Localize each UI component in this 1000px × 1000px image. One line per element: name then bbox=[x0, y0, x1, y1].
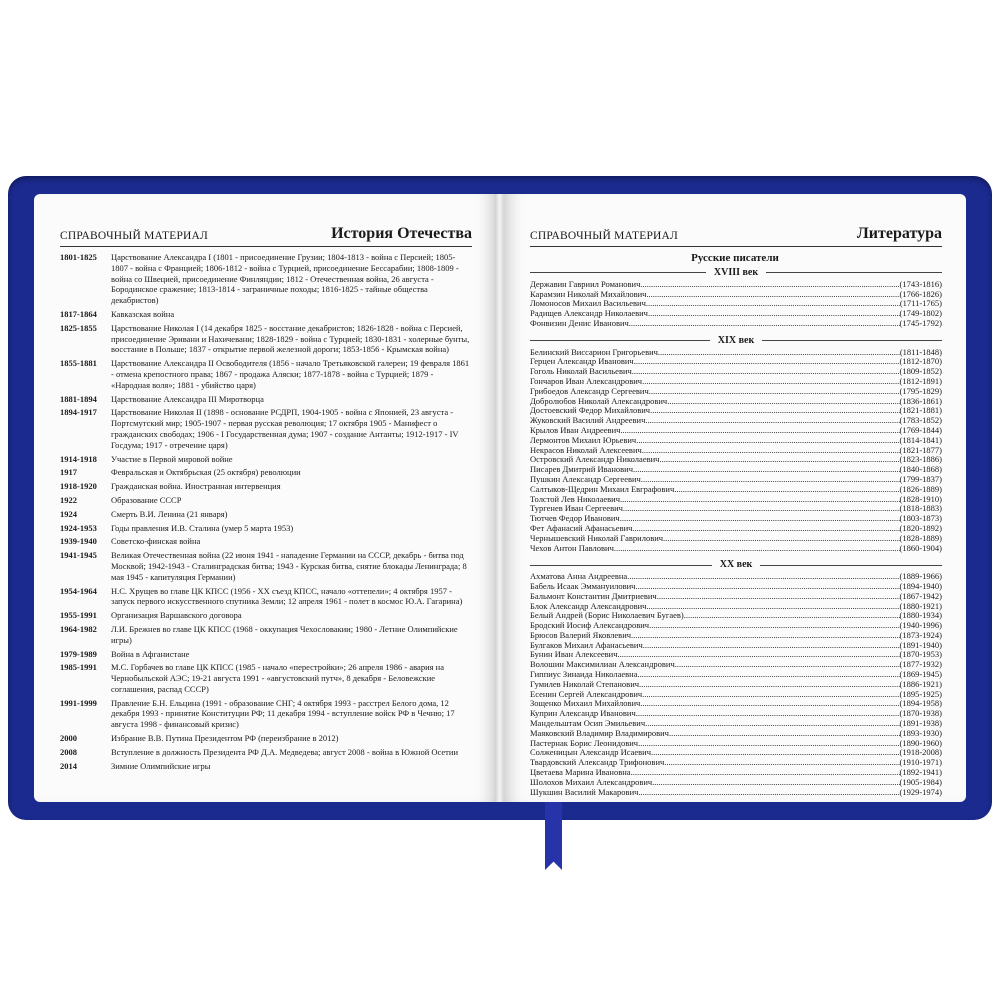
writer-name: Солженицын Александр Исаевич bbox=[530, 747, 651, 758]
writer-name: Бродский Иосиф Александрович bbox=[530, 620, 650, 631]
writer-dates: (1821-1877) bbox=[899, 444, 942, 455]
writer-dates: (1840-1868) bbox=[899, 464, 942, 475]
writer-dates: (1823-1886) bbox=[899, 454, 942, 465]
writer-name: Жуковский Василий Андреевич bbox=[530, 415, 646, 426]
section-title: Русские писатели bbox=[691, 252, 779, 264]
history-row bbox=[60, 509, 472, 520]
left-page bbox=[34, 194, 496, 802]
writer-dates: (1929-1974) bbox=[899, 786, 942, 797]
history-text: Вступление в должность Президента РФ Д.А. Медведева; август 2008 - война в Южной Осетии bbox=[111, 746, 458, 757]
writer-dates: (1814-1841) bbox=[899, 434, 942, 445]
leader-dots bbox=[639, 680, 899, 690]
writer-name: Шолохов Михаил Александрович bbox=[530, 776, 653, 787]
writer-dates: (1826-1889) bbox=[899, 483, 942, 494]
history-years: 2014 bbox=[60, 760, 77, 771]
writer-name: Булгаков Михаил Афанасьевич bbox=[530, 639, 643, 650]
writer-name: Добролюбов Николай Александрович bbox=[530, 395, 668, 406]
leader-dots bbox=[632, 367, 900, 377]
century-label: XIX век bbox=[717, 334, 755, 346]
writer-name: Островский Александр Николаевич bbox=[530, 454, 660, 465]
leader-dots bbox=[642, 446, 900, 456]
leader-dots bbox=[664, 758, 899, 768]
century-rule-right bbox=[766, 272, 942, 273]
leader-dots bbox=[631, 631, 899, 641]
writer-name: Лермонтов Михаил Юрьевич bbox=[530, 434, 637, 445]
history-text: Организация Варшавского договора bbox=[111, 610, 242, 621]
history-years: 2000 bbox=[60, 733, 77, 744]
writer-dates: (1869-1945) bbox=[899, 669, 942, 680]
history-row bbox=[60, 394, 472, 405]
leader-dots bbox=[669, 729, 900, 739]
leader-dots bbox=[646, 290, 899, 300]
writer-dates: (1836-1861) bbox=[899, 395, 942, 406]
history-years: 2008 bbox=[60, 746, 77, 757]
writer-name: Шукшин Василий Макарович bbox=[530, 786, 639, 797]
leader-dots bbox=[614, 544, 900, 554]
leader-dots bbox=[646, 299, 900, 309]
history-years: 1817-1864 bbox=[60, 308, 97, 319]
writer-name: Гиппиус Зинаида Николаевна bbox=[530, 669, 638, 680]
writer-dates: (1905-1984) bbox=[899, 776, 942, 787]
leader-dots bbox=[623, 504, 900, 514]
leader-dots bbox=[657, 592, 900, 602]
writer-dates: (1783-1852) bbox=[899, 415, 942, 426]
history-row bbox=[60, 323, 472, 355]
history-text: Смерть В.И. Ленина (21 января) bbox=[111, 508, 228, 519]
writer-dates: (1795-1829) bbox=[899, 385, 942, 396]
writer-name: Бунин Иван Алексеевич bbox=[530, 649, 618, 660]
history-text: М.С. Горбачев во главе ЦК КПСС (1985 - начало «перестройки»; 26 апреля 1986 - авария на Чернобыльской АЭС; 19-21 августа 1991 - «августовский путч», 8 декабря - Беловежские соглашения, распад СССР) bbox=[111, 662, 444, 694]
century-gap bbox=[530, 329, 942, 335]
writer-name: Пастернак Борис Леонидович bbox=[530, 737, 639, 748]
leader-dots bbox=[620, 514, 900, 524]
writer-name: Цветаева Марина Ивановна bbox=[530, 767, 631, 778]
leader-dots bbox=[636, 436, 899, 446]
century-heading bbox=[530, 560, 942, 570]
writer-name: Державин Гавриил Романович bbox=[530, 278, 641, 289]
history-text: Правление Б.Н. Ельцина (1991 - образование СНГ; 4 октября 1993 - расстрел Белого дома, 12 декабря 1993 - принятие Конституции РФ; 11 декабря 1994 - вступление войск РФ в Чечню; 17 августа 1998 - финансовый кризис) bbox=[111, 697, 455, 730]
writer-name: Белинский Виссарион Григорьевич bbox=[530, 346, 658, 357]
leader-dots bbox=[620, 495, 900, 505]
leader-dots bbox=[641, 475, 900, 485]
century-rule-left bbox=[530, 340, 710, 341]
writer-name: Мандельштам Осип Эмильевич bbox=[530, 718, 646, 729]
history-text: Великая Отечественная война (22 июня 1941 - нападение Германии на СССР, декабрь - битва под Москвой; 1942-1943 - Сталинградская битва; 1943 - Курская битва, снятие блокады Ленинграда; 8 мая 1945 - капитуляция Германии) bbox=[111, 550, 467, 582]
history-text: Война в Афганистане bbox=[111, 648, 190, 659]
writer-name: Зощенко Михаил Михайлович bbox=[530, 698, 641, 709]
leader-dots bbox=[632, 524, 899, 534]
history-years: 1979-1989 bbox=[60, 648, 97, 659]
writer-name: Фет Афанасий Афанасьевич bbox=[530, 522, 633, 533]
writer-dates: (1880-1921) bbox=[899, 600, 942, 611]
leader-dots bbox=[649, 621, 899, 631]
leader-dots bbox=[638, 739, 899, 749]
writer-dates: (1743-1816) bbox=[899, 278, 942, 289]
history-years: 1964-1982 bbox=[60, 623, 97, 634]
writer-dates: (1818-1883) bbox=[899, 503, 942, 514]
writer-name: Ахматова Анна Андреевна bbox=[530, 571, 628, 582]
writers-list bbox=[530, 267, 942, 797]
history-text: Л.И. Брежнев во главе ЦК КПСС (1968 - оккупация Чехословакии; 1980 - Летние Олимпийские игры) bbox=[111, 623, 458, 645]
leader-dots bbox=[636, 709, 900, 719]
writer-dates: (1873-1924) bbox=[899, 629, 942, 640]
century-label: XVIII век bbox=[713, 267, 759, 278]
writer-dates: (1886-1921) bbox=[899, 678, 942, 689]
writer-row bbox=[530, 544, 942, 554]
writer-dates: (1766-1826) bbox=[899, 288, 942, 299]
writer-row bbox=[530, 319, 942, 329]
history-years: 1924 bbox=[60, 508, 77, 519]
history-row bbox=[60, 662, 472, 694]
century-heading bbox=[530, 336, 942, 346]
history-years: 1941-1945 bbox=[60, 550, 97, 561]
right-page-header bbox=[530, 222, 942, 247]
history-row bbox=[60, 733, 472, 744]
writer-dates: (1812-1891) bbox=[899, 375, 942, 386]
writer-dates: (1891-1940) bbox=[899, 639, 942, 650]
leader-dots bbox=[651, 748, 900, 758]
history-years: 1954-1964 bbox=[60, 585, 97, 596]
writer-dates: (1940-1996) bbox=[899, 620, 942, 631]
history-years: 1991-1999 bbox=[60, 697, 97, 708]
left-header-label: СПРАВОЧНЫЙ МАТЕРИАЛ bbox=[60, 230, 209, 242]
history-text: Гражданская война. Иностранная интервенция bbox=[111, 481, 281, 492]
writer-dates: (1867-1942) bbox=[899, 590, 942, 601]
history-years: 1881-1894 bbox=[60, 393, 97, 404]
leader-dots bbox=[634, 357, 900, 367]
history-years: 1985-1991 bbox=[60, 662, 97, 673]
writer-name: Есенин Сергей Александрович bbox=[530, 688, 643, 699]
writer-name: Куприн Александр Иванович bbox=[530, 708, 636, 719]
history-row bbox=[60, 481, 472, 492]
history-row bbox=[60, 467, 472, 478]
history-row bbox=[60, 649, 472, 660]
leader-dots bbox=[642, 377, 899, 387]
writer-name: Грибоедов Александр Сергеевич bbox=[530, 385, 649, 396]
leader-dots bbox=[648, 309, 900, 319]
leader-dots bbox=[674, 485, 899, 495]
writer-name: Гончаров Иван Александрович bbox=[530, 375, 643, 386]
writer-name: Радищев Александр Николаевич bbox=[530, 308, 648, 319]
writer-name: Белый Андрей (Борис Николаевич Бугаев) bbox=[530, 610, 684, 621]
leader-dots bbox=[652, 778, 899, 788]
writer-dates: (1870-1953) bbox=[899, 649, 942, 660]
leader-dots bbox=[645, 719, 899, 729]
writer-dates: (1812-1870) bbox=[899, 356, 942, 367]
history-years: 1955-1991 bbox=[60, 610, 97, 621]
history-years: 1914-1918 bbox=[60, 453, 97, 464]
writer-name: Чехов Антон Павлович bbox=[530, 542, 614, 553]
writer-dates: (1828-1910) bbox=[899, 493, 942, 504]
writer-name: Бабель Исаак Эммануилович bbox=[530, 580, 636, 591]
history-row bbox=[60, 358, 472, 390]
leader-dots bbox=[684, 611, 900, 621]
history-row bbox=[60, 610, 472, 621]
leader-dots bbox=[631, 768, 900, 778]
history-years: 1855-1881 bbox=[60, 358, 97, 369]
writer-name: Достоевский Федор Михайлович bbox=[530, 405, 651, 416]
leader-dots bbox=[637, 670, 899, 680]
writer-name: Гумилев Николай Степанович bbox=[530, 678, 640, 689]
history-text: Советско-финская война bbox=[111, 536, 201, 547]
history-row bbox=[60, 252, 472, 306]
writer-dates: (1749-1802) bbox=[899, 308, 942, 319]
history-years: 1894-1917 bbox=[60, 407, 97, 418]
writer-dates: (1910-1971) bbox=[899, 757, 942, 768]
history-row bbox=[60, 550, 472, 582]
writer-dates: (1870-1938) bbox=[899, 708, 942, 719]
leader-dots bbox=[640, 699, 899, 709]
leader-dots bbox=[650, 406, 899, 416]
writer-dates: (1860-1904) bbox=[899, 542, 942, 553]
writer-name: Писарев Дмитрий Иванович bbox=[530, 464, 633, 475]
leader-dots bbox=[675, 660, 900, 670]
history-years: 1917 bbox=[60, 467, 77, 478]
writer-dates: (1893-1930) bbox=[899, 727, 942, 738]
right-header-title: Литература bbox=[856, 225, 942, 242]
writer-dates: (1769-1844) bbox=[899, 424, 942, 435]
history-text: Н.С. Хрущев во главе ЦК КПСС (1956 - XX съезд КПСС, начало «оттепели»; 4 октября 1957 - запуск первого искусственного спутника Земли; 12 апреля 1961 - полет в космос Ю.А. Гагарина) bbox=[111, 585, 463, 607]
history-text: Царствование Николая II (1898 - основание РСДРП, 1904-1905 - война с Японией, 23 августа - Портсмутский мир; 1905-1907 - первая русская революция; 17 октября 1905 - Манифест о гражданских свободах; 1906 - I Государственная дума; 1907 - создание Антанты; 1912-1917 - IV Госдума; 1917 - отречение царя) bbox=[111, 407, 459, 450]
writer-name: Пушкин Александр Сергеевич bbox=[530, 473, 641, 484]
history-text: Кавказская война bbox=[111, 308, 175, 319]
writer-name: Тургенев Иван Сергеевич bbox=[530, 503, 623, 514]
history-row bbox=[60, 523, 472, 534]
leader-dots bbox=[646, 602, 899, 612]
leader-dots bbox=[627, 572, 899, 582]
writer-name: Толстой Лев Николаевич bbox=[530, 493, 620, 504]
leader-dots bbox=[629, 319, 900, 329]
history-row bbox=[60, 761, 472, 772]
history-text: Царствование Александра III Миротворца bbox=[111, 393, 264, 404]
history-text: Февральская и Октябрьская (25 октября) революции bbox=[111, 467, 301, 478]
history-text: Избрание В.В. Путина Президентом РФ (переизбрание в 2012) bbox=[111, 733, 339, 744]
writer-name: Фонвизин Денис Иванович bbox=[530, 317, 629, 328]
century-heading bbox=[530, 268, 942, 278]
history-text: Зимние Олимпийские игры bbox=[111, 760, 211, 771]
writer-dates: (1811-1848) bbox=[899, 346, 942, 357]
writer-dates: (1803-1873) bbox=[899, 513, 942, 524]
history-row bbox=[60, 698, 472, 730]
history-text: Участие в Первой мировой войне bbox=[111, 453, 233, 464]
leader-dots bbox=[640, 280, 899, 290]
writer-name: Некрасов Николай Алексеевич bbox=[530, 444, 642, 455]
history-row bbox=[60, 536, 472, 547]
right-page bbox=[504, 194, 966, 802]
leader-dots bbox=[642, 690, 899, 700]
left-page-header bbox=[60, 222, 472, 247]
writer-dates: (1894-1940) bbox=[899, 580, 942, 591]
history-text: Царствование Александра I (1801 - присоединение Грузии; 1804-1813 - война с Персией; 1805-1807 - война с Францией; 1806-1812 - война с Турцией, присоединение Бессарабии; 1808-1809 - война со Швецией, присоединение Финляндии; 1812 - Отечественная война, 26 августа - Бородинское сражение; 1813-1814 - заграничные походы; 1816-1825 - тайные общества декабристов) bbox=[111, 252, 459, 306]
writer-dates: (1892-1941) bbox=[899, 767, 942, 778]
leader-dots bbox=[663, 534, 899, 544]
writer-name: Карамзин Николай Михайлович bbox=[530, 288, 647, 299]
left-header-title: История Отечества bbox=[331, 225, 472, 242]
history-row bbox=[60, 495, 472, 506]
century-rule-right bbox=[760, 565, 942, 566]
history-row bbox=[60, 454, 472, 465]
writer-dates: (1799-1837) bbox=[899, 473, 942, 484]
writer-dates: (1820-1892) bbox=[899, 522, 942, 533]
century-rule-left bbox=[530, 565, 712, 566]
history-text: Годы правления И.В. Сталина (умер 5 марта 1953) bbox=[111, 522, 294, 533]
history-row bbox=[60, 407, 472, 450]
right-header-label: СПРАВОЧНЫЙ МАТЕРИАЛ bbox=[530, 230, 679, 242]
writer-dates: (1890-1960) bbox=[899, 737, 942, 748]
writer-name: Гоголь Николай Васильевич bbox=[530, 366, 632, 377]
writer-dates: (1711-1765) bbox=[899, 298, 942, 309]
writer-name: Брюсов Валерий Яковлевич bbox=[530, 629, 632, 640]
writer-dates: (1821-1881) bbox=[899, 405, 942, 416]
leader-dots bbox=[667, 397, 899, 407]
writer-name: Маяковский Владимир Владимирович bbox=[530, 727, 669, 738]
writer-name: Крылов Иван Андреевич bbox=[530, 424, 621, 435]
writer-dates: (1880-1934) bbox=[899, 610, 942, 621]
history-text: Царствование Александра II Освободителя (1856 - начало Третьяковской галереи; 19 февраля 1861 - отмена крепостного права; 1867 - продажа Аляски; 1877-1878 - война с Турцией; 1879 - «Народная воля»; 1881 - убийство царя) bbox=[111, 358, 470, 390]
leader-dots bbox=[620, 426, 899, 436]
history-row bbox=[60, 624, 472, 646]
writer-dates: (1891-1938) bbox=[899, 718, 942, 729]
history-years: 1939-1940 bbox=[60, 536, 97, 547]
writer-row bbox=[530, 788, 942, 798]
writer-dates: (1918-2008) bbox=[899, 747, 942, 758]
history-years: 1825-1855 bbox=[60, 322, 97, 333]
history-years: 1924-1953 bbox=[60, 522, 97, 533]
leader-dots bbox=[638, 788, 899, 798]
history-years: 1801-1825 bbox=[60, 252, 97, 262]
history-timeline bbox=[60, 252, 472, 774]
leader-dots bbox=[633, 465, 900, 475]
writer-name: Чернышевский Николай Гаврилович bbox=[530, 532, 664, 543]
history-text: Образование СССР bbox=[111, 494, 182, 505]
writer-dates: (1745-1792) bbox=[899, 317, 942, 328]
leader-dots bbox=[649, 387, 900, 397]
bookmark-ribbon bbox=[545, 800, 562, 870]
leader-dots bbox=[645, 416, 899, 426]
century-rule-left bbox=[530, 272, 706, 273]
leader-dots bbox=[643, 641, 900, 651]
writer-name: Ломоносов Михаил Васильевич bbox=[530, 298, 646, 309]
writer-name: Волошин Максимилиан Александрович bbox=[530, 659, 675, 670]
century-rule-right bbox=[762, 340, 942, 341]
century-label: XX век bbox=[719, 559, 753, 571]
history-text: Царствование Николая I (14 декабря 1825 - восстание декабристов; 1826-1828 - война с Персией, присоединение Эривани и Нахичевани; 1828-1829 - война с Турцией; 1830-1831 - холерные бунты, восстание в Польше; 1837 - открытие первой железной дороги; 1853-1856 - Крымская война) bbox=[111, 322, 470, 355]
leader-dots bbox=[658, 348, 900, 358]
history-years: 1918-1920 bbox=[60, 481, 97, 492]
leader-dots bbox=[635, 582, 899, 592]
writer-dates: (1828-1889) bbox=[899, 532, 942, 543]
writer-dates: (1889-1966) bbox=[899, 571, 942, 582]
leader-dots bbox=[659, 455, 899, 465]
writer-dates: (1895-1925) bbox=[899, 688, 942, 699]
writer-name: Твардовский Александр Трифонович bbox=[530, 757, 665, 768]
writer-name: Герцен Александр Иванович bbox=[530, 356, 634, 367]
writer-name: Тютчев Федор Иванович bbox=[530, 513, 620, 524]
writer-dates: (1877-1932) bbox=[899, 659, 942, 670]
writer-name: Блок Александр Александрович bbox=[530, 600, 647, 611]
history-row bbox=[60, 309, 472, 320]
history-row bbox=[60, 586, 472, 608]
writer-dates: (1894-1958) bbox=[899, 698, 942, 709]
writer-name: Бальмонт Константин Дмитриевич bbox=[530, 590, 657, 601]
writer-dates: (1809-1852) bbox=[899, 366, 942, 377]
history-row bbox=[60, 747, 472, 758]
history-years: 1922 bbox=[60, 494, 77, 505]
writer-name: Салтыков-Щедрин Михаил Евграфович bbox=[530, 483, 675, 494]
